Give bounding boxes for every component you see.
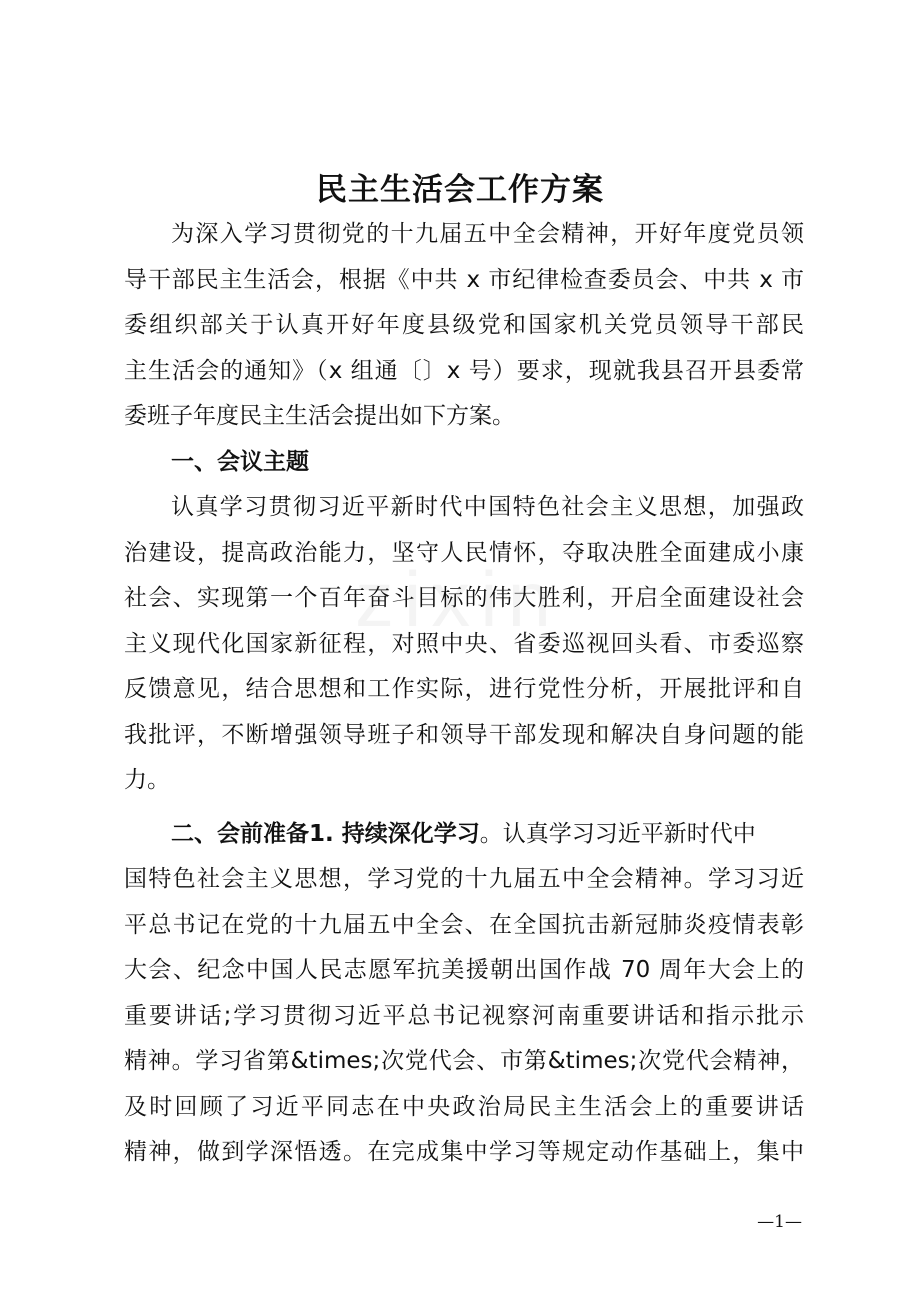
text-line: 大会、纪念中国人民志愿军抗美援朝出国作战 70 周年大会上的 — [124, 957, 804, 983]
text-line: 为深入学习贯彻党的十九届五中全会精神，开好年度党员领 — [171, 221, 804, 247]
text-line: 治建设，提高政治能力，坚守人民情怀，夺取决胜全面建成小康 — [124, 539, 804, 566]
text-line: 反馈意见，结合思想和工作实际，进行党性分析，开展批评和自 — [124, 676, 804, 702]
text-line: 导干部民主生活会，根据《中共 x 市纪律检查委员会、中共 x 市 — [124, 266, 804, 293]
text-line: 力。 — [124, 767, 170, 793]
text-span: 。认真学习习近平新时代中 — [479, 820, 756, 847]
section2-paragraph — [124, 812, 804, 1176]
text-line: 主义现代化国家新征程，对照中央、省委巡视回头看、市委巡察 — [124, 630, 804, 657]
section-heading: 一、会议主题 — [171, 448, 309, 475]
intro-paragraph — [124, 212, 804, 440]
document-body — [124, 212, 804, 1176]
text-line: 认真学习贯彻习近平新时代中国特色社会主义思想，加强政 — [171, 494, 804, 520]
text-line: 平总书记在党的十九届五中全会、在全国抗击新冠肺炎疫情表彰 — [124, 911, 804, 938]
section1-paragraph — [124, 485, 804, 804]
document-title: 民主生活会工作方案 — [316, 172, 604, 208]
section-heading: 二、会前准备 — [171, 820, 309, 847]
text-line: 我批评，不断增强领导班子和领导干部发现和解决自身问题的能 — [124, 721, 804, 748]
text-line: 委组织部关于认真开好年度县级党和国家机关党员领导干部民 — [124, 312, 804, 338]
text-line: 委班子年度民主生活会提出如下方案。 — [124, 403, 515, 429]
page-number: —1— — [757, 1212, 802, 1232]
text-line: 及时回顾了习近平同志在中央政治局民主生活会上的重要讲话 — [124, 1093, 804, 1120]
text-line: 精神。学习省第&times;次党代会、市第&times;次党代会精神， — [124, 1048, 804, 1074]
text-line: 社会、实现第一个百年奋斗目标的伟大胜利，开启全面建设社会 — [124, 585, 804, 611]
text-line: 国特色社会主义思想，学习党的十九届五中全会精神。学习习近 — [124, 866, 804, 892]
subsection-heading: 1. 持续深化学习 — [309, 820, 480, 847]
text-line: 重要讲话;学习贯彻习近平总书记视察河南重要讲话和指示批示 — [124, 1002, 804, 1029]
text-line: 主生活会的通知》（x 组通〔〕x 号）要求，现就我县召开县委常 — [124, 357, 804, 384]
text-line — [124, 812, 804, 858]
text-line: 精神，做到学深悟透。在完成集中学习等规定动作基础上，集中 — [124, 1139, 804, 1165]
